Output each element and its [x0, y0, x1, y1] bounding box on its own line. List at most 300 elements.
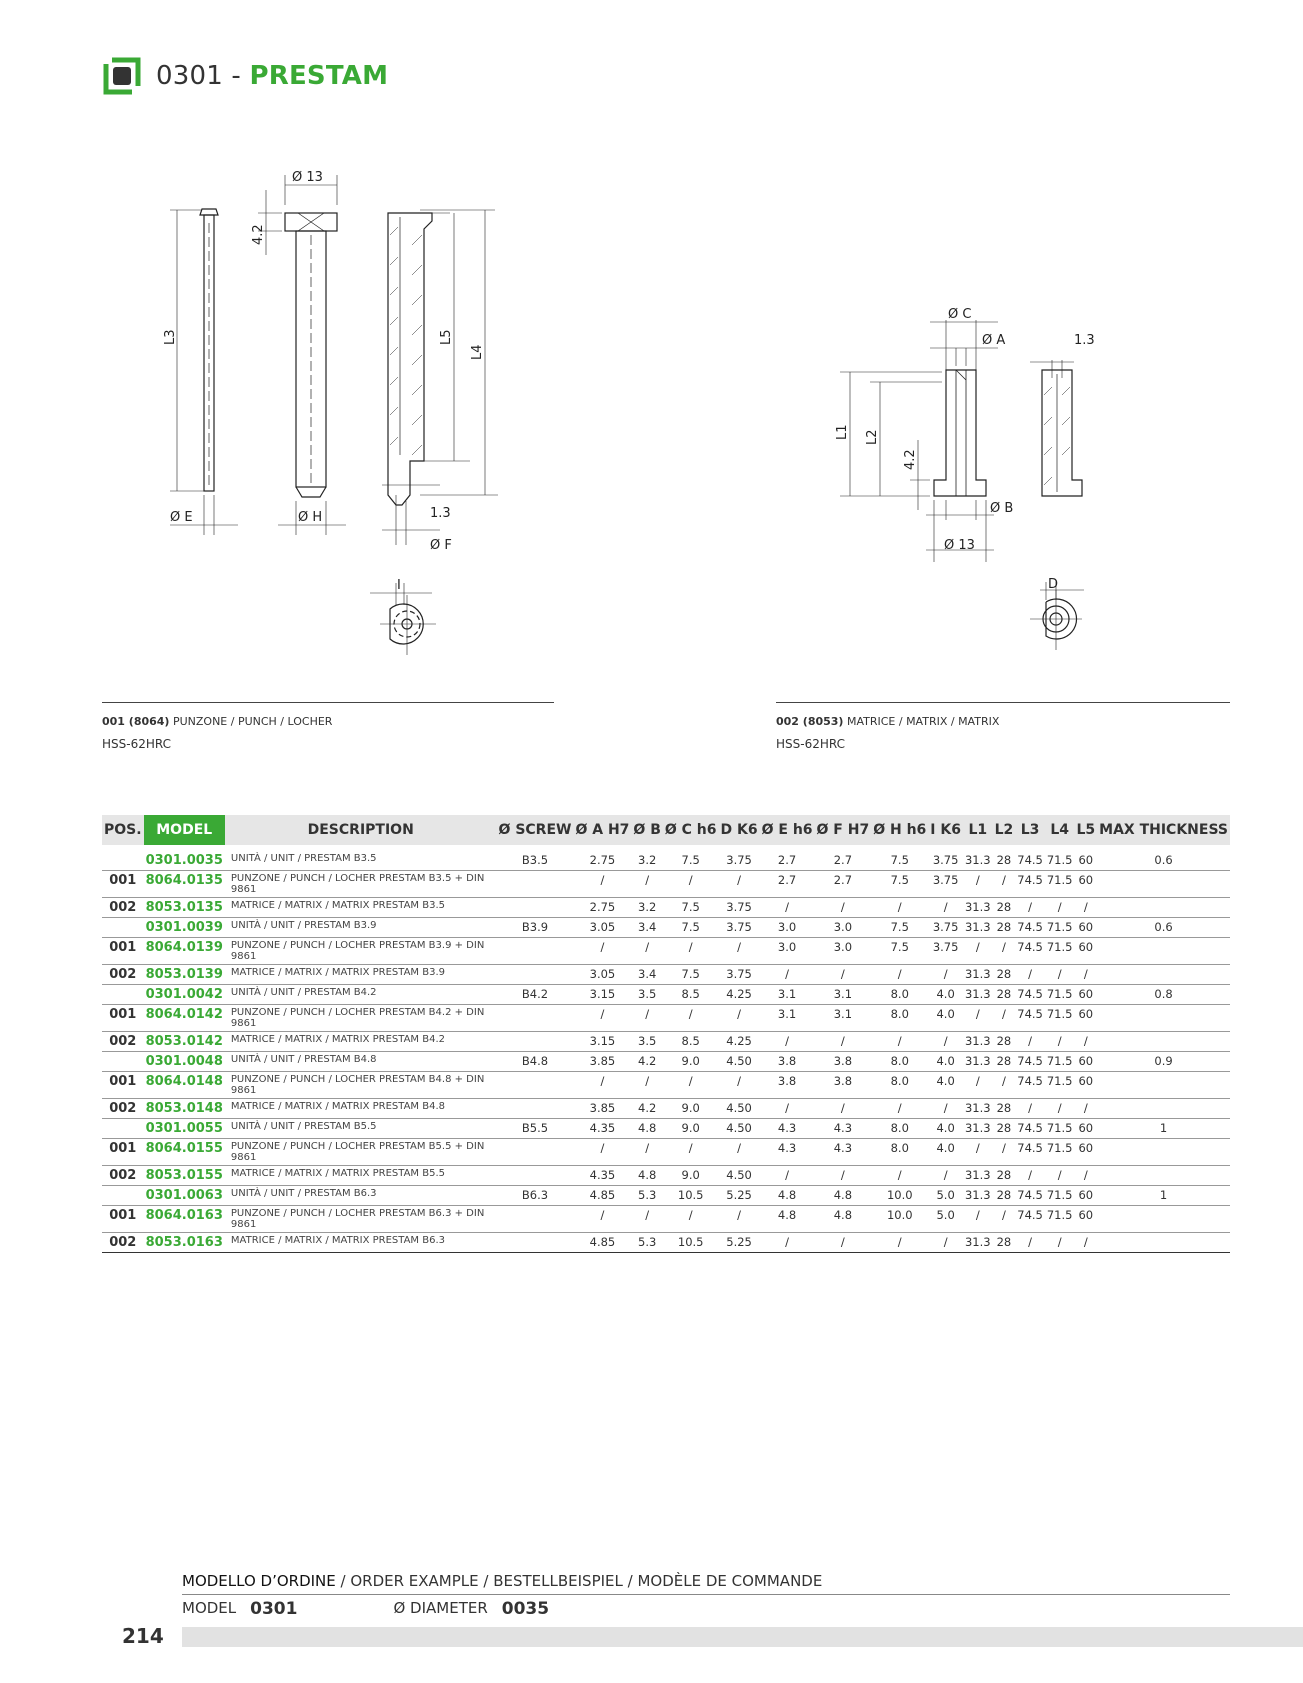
table-cell: 31.3 [963, 965, 993, 985]
table-cell [102, 985, 144, 1005]
table-cell: 4.8 [815, 1206, 872, 1233]
dim-label-f: Ø F [430, 538, 452, 553]
table-cell: / [871, 965, 928, 985]
column-header: MAX THICKNESS [1097, 815, 1230, 845]
dim-label-c: Ø C [948, 307, 972, 322]
table-cell: 1 [1097, 1119, 1230, 1139]
dim-label-i: I [397, 578, 401, 593]
table-cell: 4.0 [928, 1139, 963, 1166]
table-cell: 4.3 [815, 1119, 872, 1139]
table-cell: 3.5 [631, 1032, 662, 1052]
table-cell: / [928, 898, 963, 918]
table-cell: PUNZONE / PUNCH / LOCHER PRESTAM B5.5 + DIN 9861 [225, 1139, 497, 1166]
table-cell: / [760, 965, 815, 985]
table-cell [102, 851, 144, 871]
table-cell: / [1045, 1233, 1075, 1253]
table-cell: 3.75 [928, 918, 963, 938]
table-cell: 71.5 [1045, 1052, 1075, 1072]
table-cell: / [573, 1072, 631, 1099]
column-header: POS. [102, 815, 144, 845]
table-cell: 4.8 [631, 1166, 662, 1186]
table-cell: / [815, 965, 872, 985]
table-cell [102, 1119, 144, 1139]
table-cell [1097, 898, 1230, 918]
table-cell: UNITÀ / UNIT / PRESTAM B3.5 [225, 851, 497, 871]
table-cell: / [760, 1166, 815, 1186]
table-cell: 28 [993, 898, 1016, 918]
table-cell: 001 [102, 1005, 144, 1032]
table-cell: 5.3 [631, 1186, 662, 1206]
material-punch: HSS-62HRC [102, 737, 171, 751]
table-cell: / [663, 1139, 719, 1166]
table-cell: 10.5 [663, 1186, 719, 1206]
table-cell: 5.25 [719, 1186, 760, 1206]
caption-matrix: 002 (8053) MATRICE / MATRIX / MATRIX [776, 715, 1000, 728]
table-cell: 74.5 [1015, 1119, 1045, 1139]
dim-label-4-2: 4.2 [251, 224, 266, 245]
table-cell: 3.8 [815, 1052, 872, 1072]
column-header: I K6 [928, 815, 963, 845]
table-cell: / [663, 1005, 719, 1032]
table-cell: 74.5 [1015, 1139, 1045, 1166]
table-cell: 31.3 [963, 1186, 993, 1206]
table-cell: / [573, 1139, 631, 1166]
column-header: L2 [993, 815, 1016, 845]
column-header: Ø B [631, 815, 662, 845]
table-cell: / [1015, 1032, 1045, 1052]
table-cell: 60 [1074, 1206, 1097, 1233]
table-cell: 71.5 [1045, 918, 1075, 938]
table-cell: 71.5 [1045, 1005, 1075, 1032]
table-cell: 71.5 [1045, 985, 1075, 1005]
specs-table [102, 815, 1230, 1253]
table-cell: 74.5 [1015, 1005, 1045, 1032]
order-model-value: 0301 [250, 1599, 298, 1619]
table-cell: / [631, 1139, 662, 1166]
table-cell: 8053.0142 [144, 1032, 225, 1052]
table-cell: / [871, 1099, 928, 1119]
table-cell: 4.85 [573, 1233, 631, 1253]
table-cell: 8064.0148 [144, 1072, 225, 1099]
table-cell: 0.6 [1097, 851, 1230, 871]
dim-label-b: Ø B [990, 501, 1014, 516]
table-cell: / [993, 938, 1016, 965]
table-cell: 3.05 [573, 918, 631, 938]
table-cell: 3.8 [760, 1052, 815, 1072]
table-cell: 3.75 [928, 871, 963, 898]
table-row [102, 1072, 1230, 1099]
table-cell: / [1015, 1166, 1045, 1186]
table-cell: 71.5 [1045, 1139, 1075, 1166]
table-cell: 4.35 [573, 1119, 631, 1139]
dim-label-l2: L2 [865, 429, 880, 445]
table-cell: / [573, 1005, 631, 1032]
order-example [182, 1572, 1230, 1619]
table-cell: 28 [993, 1099, 1016, 1119]
column-header: Ø E h6 [760, 815, 815, 845]
table-cell: / [871, 898, 928, 918]
dim-label-d13-right: Ø 13 [944, 538, 975, 553]
table-cell: 3.1 [760, 985, 815, 1005]
table-cell: 31.3 [963, 1119, 993, 1139]
dim-label-a: Ø A [982, 333, 1006, 348]
table-cell: 28 [993, 1032, 1016, 1052]
dim-label-e: Ø E [170, 510, 193, 525]
table-cell: / [815, 1099, 872, 1119]
table-cell: 3.8 [815, 1072, 872, 1099]
table-cell: / [1015, 898, 1045, 918]
table-row [102, 1119, 1230, 1139]
table-cell: / [815, 1032, 872, 1052]
table-cell: 4.8 [760, 1186, 815, 1206]
prestam-logo-icon [102, 56, 142, 96]
table-cell: 5.0 [928, 1206, 963, 1233]
table-cell: 9.0 [663, 1166, 719, 1186]
table-cell: 4.3 [760, 1139, 815, 1166]
table-cell: B6.3 [497, 1186, 574, 1206]
table-cell: / [928, 1233, 963, 1253]
table-cell: 3.4 [631, 965, 662, 985]
table-cell: MATRICE / MATRIX / MATRIX PRESTAM B6.3 [225, 1233, 497, 1253]
table-cell [102, 1186, 144, 1206]
table-row [102, 1099, 1230, 1119]
table-cell: 7.5 [663, 898, 719, 918]
table-cell: B3.5 [497, 851, 574, 871]
punch-technical-drawing [150, 165, 550, 675]
table-cell: 3.75 [928, 851, 963, 871]
table-cell: MATRICE / MATRIX / MATRIX PRESTAM B4.8 [225, 1099, 497, 1119]
table-cell: PUNZONE / PUNCH / LOCHER PRESTAM B4.2 + DIN 9861 [225, 1005, 497, 1032]
table-cell: 4.25 [719, 985, 760, 1005]
table-cell [497, 898, 574, 918]
table-cell: 3.1 [760, 1005, 815, 1032]
table-cell: 4.0 [928, 985, 963, 1005]
table-cell: / [719, 1005, 760, 1032]
column-header: Ø C h6 [663, 815, 719, 845]
table-cell: 28 [993, 1233, 1016, 1253]
table-cell: 74.5 [1015, 1072, 1045, 1099]
table-cell [497, 1032, 574, 1052]
table-cell: PUNZONE / PUNCH / LOCHER PRESTAM B3.5 + DIN 9861 [225, 871, 497, 898]
table-cell: / [871, 1166, 928, 1186]
dim-label-h: Ø H [298, 510, 323, 525]
table-cell: UNITÀ / UNIT / PRESTAM B4.2 [225, 985, 497, 1005]
table-cell: UNITÀ / UNIT / PRESTAM B3.9 [225, 918, 497, 938]
table-cell: PUNZONE / PUNCH / LOCHER PRESTAM B3.9 + DIN 9861 [225, 938, 497, 965]
dim-label-l3: L3 [163, 329, 178, 345]
table-cell: 8064.0142 [144, 1005, 225, 1032]
table-cell: 8.5 [663, 985, 719, 1005]
table-cell: / [760, 898, 815, 918]
table-cell: 3.4 [631, 918, 662, 938]
table-cell: / [963, 1206, 993, 1233]
table-cell: 9.0 [663, 1052, 719, 1072]
caption-divider-left [102, 702, 554, 703]
table-cell: / [760, 1032, 815, 1052]
page-title: 0301 - PRESTAM [156, 61, 389, 91]
table-cell: 2.7 [760, 871, 815, 898]
table-cell: 28 [993, 985, 1016, 1005]
table-cell: 4.50 [719, 1119, 760, 1139]
table-row [102, 1186, 1230, 1206]
table-cell: 28 [993, 1186, 1016, 1206]
table-cell: 31.3 [963, 1233, 993, 1253]
table-row [102, 918, 1230, 938]
table-cell: 0301.0042 [144, 985, 225, 1005]
table-cell: 28 [993, 851, 1016, 871]
page-number: 214 [122, 1624, 164, 1648]
order-values [182, 1599, 1230, 1619]
table-row [102, 871, 1230, 898]
table-cell: 4.50 [719, 1099, 760, 1119]
table-cell: UNITÀ / UNIT / PRESTAM B4.8 [225, 1052, 497, 1072]
table-cell: 8.0 [871, 985, 928, 1005]
table-cell: 74.5 [1015, 1206, 1045, 1233]
column-header: MODEL [144, 815, 225, 845]
table-cell: 3.0 [815, 938, 872, 965]
table-cell [1097, 1099, 1230, 1119]
order-diameter-value: 0035 [501, 1599, 550, 1619]
table-cell: 8053.0155 [144, 1166, 225, 1186]
table-cell: / [1074, 1166, 1097, 1186]
table-cell: 4.8 [815, 1186, 872, 1206]
table-cell: 60 [1074, 851, 1097, 871]
table-cell: 002 [102, 965, 144, 985]
table-cell: UNITÀ / UNIT / PRESTAM B6.3 [225, 1186, 497, 1206]
table-cell: 31.3 [963, 1032, 993, 1052]
table-cell: / [871, 1233, 928, 1253]
table-cell: 4.50 [719, 1052, 760, 1072]
table-cell: 28 [993, 918, 1016, 938]
table-row [102, 1139, 1230, 1166]
table-cell: / [1045, 898, 1075, 918]
table-cell: 3.15 [573, 985, 631, 1005]
table-cell: 3.85 [573, 1099, 631, 1119]
dim-label-l4: L4 [470, 344, 485, 360]
table-cell: / [815, 1233, 872, 1253]
table-cell: 31.3 [963, 1052, 993, 1072]
table-cell: 001 [102, 871, 144, 898]
table-cell: 3.75 [719, 918, 760, 938]
caption-divider-right [776, 702, 1230, 703]
table-cell: / [928, 1166, 963, 1186]
table-cell: 4.25 [719, 1032, 760, 1052]
table-cell: / [631, 1206, 662, 1233]
order-example-title: MODELLO D’ORDINE / ORDER EXAMPLE / BESTELLBEISPIEL / MODÈLE DE COMMANDE [182, 1572, 823, 1590]
table-cell: / [963, 1005, 993, 1032]
table-cell: 7.5 [871, 938, 928, 965]
table-cell: / [993, 1005, 1016, 1032]
material-matrix: HSS-62HRC [776, 737, 845, 751]
table-cell: 31.3 [963, 898, 993, 918]
table-cell: B5.5 [497, 1119, 574, 1139]
table-cell: B4.8 [497, 1052, 574, 1072]
table-cell: 3.0 [815, 918, 872, 938]
caption-punch: 001 (8064) PUNZONE / PUNCH / LOCHER [102, 715, 333, 728]
table-cell: 74.5 [1015, 985, 1045, 1005]
table-cell: 3.2 [631, 898, 662, 918]
table-cell: / [815, 1166, 872, 1186]
table-cell: 3.15 [573, 1032, 631, 1052]
table-cell: MATRICE / MATRIX / MATRIX PRESTAM B3.9 [225, 965, 497, 985]
table-cell: MATRICE / MATRIX / MATRIX PRESTAM B5.5 [225, 1166, 497, 1186]
table-cell: 74.5 [1015, 851, 1045, 871]
table-cell: / [1015, 965, 1045, 985]
table-cell: 4.2 [631, 1099, 662, 1119]
table-cell: 3.05 [573, 965, 631, 985]
table-cell: 3.0 [760, 938, 815, 965]
table-cell [1097, 1072, 1230, 1099]
table-cell: 3.1 [815, 985, 872, 1005]
table-cell: 60 [1074, 1119, 1097, 1139]
table-cell: / [1074, 965, 1097, 985]
table-cell: 4.85 [573, 1186, 631, 1206]
table-cell [102, 918, 144, 938]
table-cell: 10.0 [871, 1186, 928, 1206]
table-row [102, 985, 1230, 1005]
table-cell: 3.75 [719, 898, 760, 918]
table-row [102, 898, 1230, 918]
table-cell: 1 [1097, 1186, 1230, 1206]
table-cell: 71.5 [1045, 1072, 1075, 1099]
table-cell: / [1045, 1099, 1075, 1119]
table-cell: 28 [993, 1052, 1016, 1072]
table-cell: 3.75 [719, 965, 760, 985]
table-cell: / [719, 871, 760, 898]
table-cell: / [993, 1072, 1016, 1099]
table-cell: 60 [1074, 871, 1097, 898]
table-cell [1097, 1139, 1230, 1166]
table-cell: 74.5 [1015, 1052, 1045, 1072]
column-header: D K6 [719, 815, 760, 845]
dim-label-1-3: 1.3 [430, 506, 451, 521]
table-cell: / [963, 1139, 993, 1166]
table-cell [497, 965, 574, 985]
table-cell: 60 [1074, 985, 1097, 1005]
table-cell [1097, 1233, 1230, 1253]
table-cell: 71.5 [1045, 1206, 1075, 1233]
table-cell: 8064.0155 [144, 1139, 225, 1166]
table-cell: 74.5 [1015, 918, 1045, 938]
column-header: L1 [963, 815, 993, 845]
table-cell: 3.1 [815, 1005, 872, 1032]
table-cell: 60 [1074, 1186, 1097, 1206]
table-cell: 31.3 [963, 985, 993, 1005]
table-cell: 10.0 [871, 1206, 928, 1233]
table-cell [497, 1099, 574, 1119]
table-cell [102, 1052, 144, 1072]
table-cell: 4.0 [928, 1119, 963, 1139]
table-cell: MATRICE / MATRIX / MATRIX PRESTAM B3.5 [225, 898, 497, 918]
table-cell: 71.5 [1045, 1119, 1075, 1139]
table-cell: / [1074, 1032, 1097, 1052]
table-cell: B4.2 [497, 985, 574, 1005]
table-cell: 31.3 [963, 1099, 993, 1119]
table-cell: 8.0 [871, 1072, 928, 1099]
table-cell: 7.5 [871, 871, 928, 898]
column-header: Ø A H7 [573, 815, 631, 845]
table-cell: 0.6 [1097, 918, 1230, 938]
table-cell: / [1015, 1099, 1045, 1119]
table-cell: 002 [102, 1099, 144, 1119]
table-body [102, 845, 1230, 1253]
table-cell: 60 [1074, 1139, 1097, 1166]
table-cell: 7.5 [663, 965, 719, 985]
order-diameter-label: Ø DIAMETER [393, 1599, 488, 1617]
table-cell: / [760, 1099, 815, 1119]
table-cell: 60 [1074, 1005, 1097, 1032]
table-row [102, 1052, 1230, 1072]
table-row [102, 1005, 1230, 1032]
table-cell: 8064.0139 [144, 938, 225, 965]
table-cell: MATRICE / MATRIX / MATRIX PRESTAM B4.2 [225, 1032, 497, 1052]
table-cell: 4.3 [760, 1119, 815, 1139]
table-cell: 002 [102, 1032, 144, 1052]
table-cell: 3.2 [631, 851, 662, 871]
table-cell: 0.8 [1097, 985, 1230, 1005]
table-cell: 4.8 [631, 1119, 662, 1139]
column-header: L3 [1015, 815, 1045, 845]
table-cell: PUNZONE / PUNCH / LOCHER PRESTAM B6.3 + DIN 9861 [225, 1206, 497, 1233]
table-cell: 8064.0163 [144, 1206, 225, 1233]
table-cell [1097, 1032, 1230, 1052]
table-cell: 9.0 [663, 1119, 719, 1139]
table-cell: 31.3 [963, 1166, 993, 1186]
table-cell: 001 [102, 1072, 144, 1099]
table-cell: / [928, 1032, 963, 1052]
table-cell: 9.0 [663, 1099, 719, 1119]
column-header: L4 [1045, 815, 1075, 845]
table-cell: / [573, 1206, 631, 1233]
column-header: L5 [1074, 815, 1097, 845]
table-cell [497, 938, 574, 965]
table-cell: 5.3 [631, 1233, 662, 1253]
table-cell: / [719, 1072, 760, 1099]
table-cell: 4.35 [573, 1166, 631, 1186]
table-cell: 0.9 [1097, 1052, 1230, 1072]
table-cell: / [1015, 1233, 1045, 1253]
table-cell: / [719, 938, 760, 965]
table-cell: 2.75 [573, 898, 631, 918]
table-header-row [102, 815, 1230, 845]
table-cell: 0301.0048 [144, 1052, 225, 1072]
order-model-label: MODEL [182, 1599, 237, 1617]
table-cell [497, 871, 574, 898]
table-cell: / [871, 1032, 928, 1052]
table-cell: / [719, 1139, 760, 1166]
table-cell: 8.5 [663, 1032, 719, 1052]
table-cell: 28 [993, 1166, 1016, 1186]
dim-label-d13: Ø 13 [292, 170, 323, 185]
table-cell: 8053.0139 [144, 965, 225, 985]
dim-label-1-3-right: 1.3 [1074, 333, 1095, 348]
table-cell: / [1045, 1166, 1075, 1186]
table-cell: 4.0 [928, 1052, 963, 1072]
table-cell: 60 [1074, 1072, 1097, 1099]
table-cell: 8.0 [871, 1139, 928, 1166]
table-cell [497, 1139, 574, 1166]
table-cell: / [573, 871, 631, 898]
table-cell: 0301.0055 [144, 1119, 225, 1139]
table-cell: 8053.0163 [144, 1233, 225, 1253]
table-cell: 8053.0135 [144, 898, 225, 918]
table-cell: / [719, 1206, 760, 1233]
table-cell: 002 [102, 898, 144, 918]
table-cell: 2.75 [573, 851, 631, 871]
table-cell: 7.5 [871, 918, 928, 938]
table-cell: 7.5 [663, 918, 719, 938]
table-cell: 4.0 [928, 1072, 963, 1099]
